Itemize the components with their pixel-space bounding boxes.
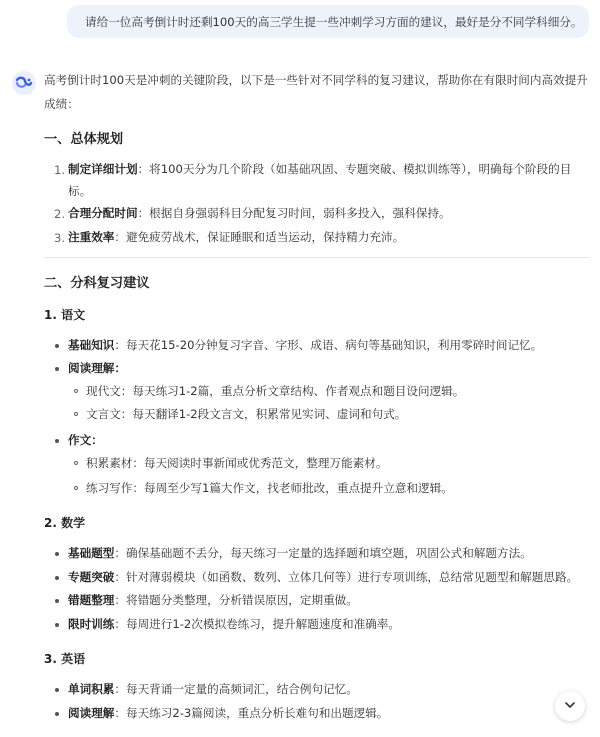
item-title: 基础知识 (68, 338, 115, 352)
list-item (68, 205, 451, 221)
sub-list-item: 现代文：每天练习1-2篇，重点分析文章结构、作者观点和题目设问逻辑。 (86, 384, 465, 398)
item-title: 错题整理 (68, 593, 115, 607)
sub-list-item: 积累素材：每天阅读时事新闻或优秀范文，整理万能素材。 (86, 456, 388, 470)
item-title: 作文 (68, 433, 92, 447)
item-title: 单词积累 (68, 682, 115, 696)
item-colon: ： (114, 361, 126, 375)
list-item (68, 616, 400, 632)
list-item (68, 681, 358, 697)
item-title: 专题突破 (68, 570, 115, 584)
list-item (68, 360, 126, 376)
scroll-to-bottom-button[interactable] (555, 691, 585, 721)
item-title: 基础题型 (68, 546, 115, 560)
item-text: ：每天练习2-3篇阅读，重点分析长难句和出题逻辑。 (114, 706, 389, 720)
list-item (68, 705, 388, 721)
list-item (68, 229, 404, 245)
list-item (68, 161, 571, 177)
list-item (68, 432, 103, 448)
bullet (55, 688, 59, 692)
section-heading: 二、分科复习建议 (44, 276, 150, 291)
bullet (55, 344, 59, 348)
item-title: 限时训练 (68, 617, 115, 631)
item-title: 注重效率 (68, 230, 115, 244)
sub-list-item: 文言文：每天翻译1-2段文言文，积累常见实词、虚词和句式。 (86, 407, 407, 421)
item-title: 阅读理解 (68, 361, 115, 375)
item-title: 合理分配时间 (68, 206, 138, 220)
item-text: ：针对薄弱模块（如函数、数列、立体几何等）进行专项训练，总结常见题型和解题思路。 (114, 570, 579, 584)
user-message-bubble (67, 5, 589, 38)
subject-heading: 3. 英语 (44, 652, 86, 666)
bullet (55, 599, 59, 603)
chevron-down-icon (563, 697, 577, 716)
sub-bullet (74, 389, 78, 393)
item-text: ：确保基础题不丢分，每天练习一定量的选择题和填空题，巩固公式和解题方法。 (114, 546, 532, 560)
list-number: 3. (54, 231, 66, 245)
divider (44, 257, 590, 258)
item-title: 制定详细计划 (68, 162, 138, 176)
item-text: ：将错题分类整理，分析错误原因，定期重做。 (114, 593, 358, 607)
list-item (68, 545, 532, 561)
sub-bullet (74, 486, 78, 490)
section-heading: 一、总体规划 (44, 132, 124, 147)
intro-text-line: 成绩： (44, 97, 79, 111)
item-text: ：每天背诵一定量的高频词汇，结合例句记忆。 (114, 682, 358, 696)
bullet (55, 623, 59, 627)
list-item (68, 337, 542, 353)
list-number: 1. (54, 163, 66, 177)
subject-heading: 1. 语文 (44, 308, 86, 322)
list-item (68, 592, 358, 608)
item-colon: ： (91, 433, 103, 447)
item-text: ：将100天分为几个阶段（如基础巩固、专题突破、模拟训练等），明确每个阶段的目 (137, 162, 572, 176)
user-message-text: 请给一位高考倒计时还剩100天的高三学生提一些冲刺学习方面的建议，最好是分不同学科细分。 (85, 14, 583, 29)
bullet (55, 367, 59, 371)
bullet (55, 439, 59, 443)
list-item (68, 569, 578, 585)
item-title: 阅读理解 (68, 706, 115, 720)
bullet (55, 712, 59, 716)
item-text: ：避免疲劳战术，保证睡眠和适当运动，保持精力充沛。 (114, 230, 405, 244)
sub-list-item: 练习写作：每周至少写1篇大作文，找老师批改，重点提升立意和逻辑。 (86, 481, 453, 495)
item-text: ：根据自身强弱科目分配复习时间，弱科多投入，强科保持。 (137, 206, 451, 220)
bullet (55, 576, 59, 580)
item-text: ：每天花15-20分钟复习字音、字形、成语、病句等基础知识，利用零碎时间记忆。 (114, 338, 543, 352)
list-item-continuation: 标。 (68, 184, 92, 198)
sub-bullet (74, 412, 78, 416)
intro-text-line: 高考倒计时100天是冲刺的关键阶段，以下是一些针对不同学科的复习建议，帮助你在有限时间内高效提升 (44, 73, 588, 87)
item-text: ：每周进行1-2次模拟卷练习，提升解题速度和准确率。 (114, 617, 400, 631)
bullet (55, 552, 59, 556)
list-number: 2. (54, 207, 66, 221)
sub-bullet (74, 461, 78, 465)
subject-heading: 2. 数学 (44, 516, 86, 530)
ai-assistant-logo-icon (12, 71, 36, 95)
